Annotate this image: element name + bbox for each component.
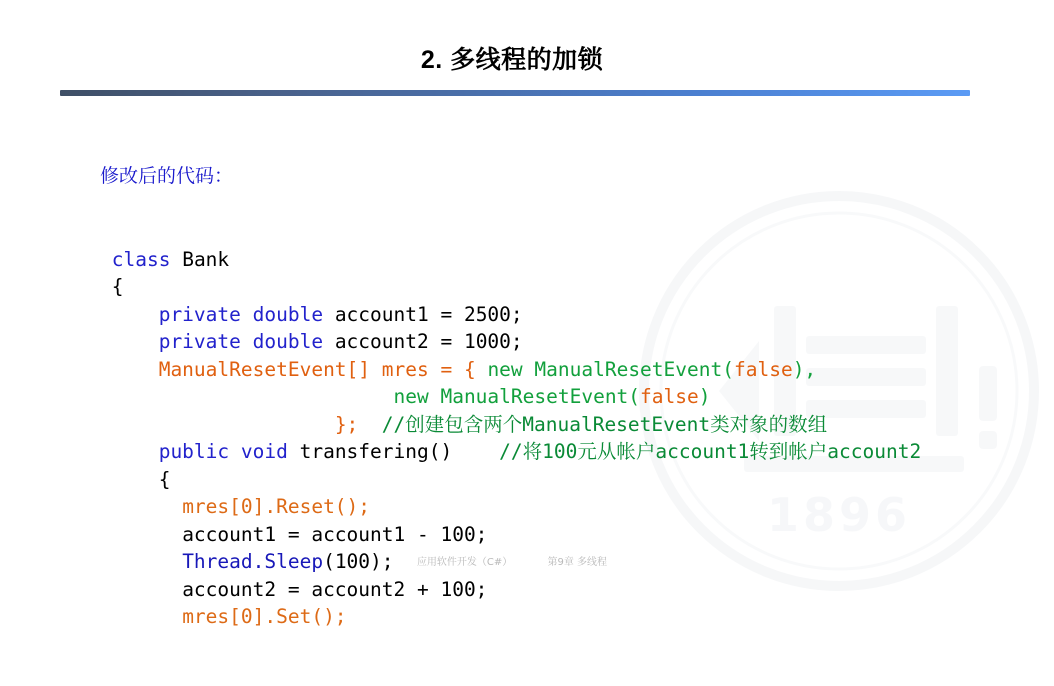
code-line xyxy=(100,328,1000,356)
code-token: { xyxy=(100,275,124,298)
code-token: private double xyxy=(158,302,335,326)
code-block xyxy=(100,108,1000,686)
code-line xyxy=(100,466,1000,494)
code-token: class xyxy=(100,247,183,271)
code-token: ), xyxy=(792,357,817,381)
code-token: mres[0].Set(); xyxy=(182,605,347,628)
code-line xyxy=(100,383,1000,411)
code-line xyxy=(100,273,1000,301)
svg-text:1896: 1896 xyxy=(766,488,912,542)
code-token: transfering() xyxy=(299,440,453,463)
code-token xyxy=(100,358,159,381)
code-token xyxy=(100,605,182,628)
code-token: new ManualResetEvent( xyxy=(487,357,734,381)
code-token xyxy=(100,385,394,408)
code-token: ) xyxy=(698,385,711,408)
code-line xyxy=(100,301,1000,329)
code-lines xyxy=(100,246,1000,631)
code-token xyxy=(100,303,159,326)
code-token: Thread.Sleep xyxy=(182,550,324,573)
lead-text: 修改后的代码： xyxy=(100,165,234,187)
code-line xyxy=(100,521,1000,549)
page-title: 2. 多线程的加锁 xyxy=(420,46,604,74)
code-token: account2 = 1000; xyxy=(334,330,523,353)
code-token: new ManualResetEvent( xyxy=(393,385,641,408)
code-token: account1 = account1 - 100; xyxy=(100,522,488,546)
code-token: (100); xyxy=(323,550,394,573)
code-token: //将100元从帐户account1转到帐户account2 xyxy=(452,440,922,463)
slide-footer xyxy=(0,553,1024,568)
code-line xyxy=(100,493,1000,521)
code-line xyxy=(100,603,1000,631)
code-token: private double xyxy=(158,330,335,353)
code-token: //创建包含两个ManualResetEvent类对象的数组 xyxy=(381,412,828,436)
code-token: false xyxy=(733,357,793,381)
footer-left: 应用软件开发（C#） xyxy=(416,557,513,568)
code-token xyxy=(100,440,159,463)
code-token: mres[0].Reset(); xyxy=(182,495,371,518)
code-token: account1 = 2500; xyxy=(334,302,523,326)
code-token: Bank xyxy=(182,247,230,271)
code-line xyxy=(100,246,1000,274)
code-token xyxy=(100,495,182,518)
code-token xyxy=(100,330,159,353)
footer-right: 第9章 多线程 xyxy=(547,557,608,568)
code-line xyxy=(100,438,1000,466)
code-token: }; xyxy=(100,412,382,436)
code-line xyxy=(100,576,1000,604)
code-token: public void xyxy=(158,440,300,463)
code-token: account2 = account2 + 100; xyxy=(100,577,488,601)
code-token: { xyxy=(100,467,171,491)
code-line xyxy=(100,411,1000,439)
code-token: false xyxy=(640,385,699,408)
title-divider xyxy=(60,90,970,96)
code-token: ManualResetEvent[] mres = { xyxy=(158,357,488,381)
code-line xyxy=(100,356,1000,384)
